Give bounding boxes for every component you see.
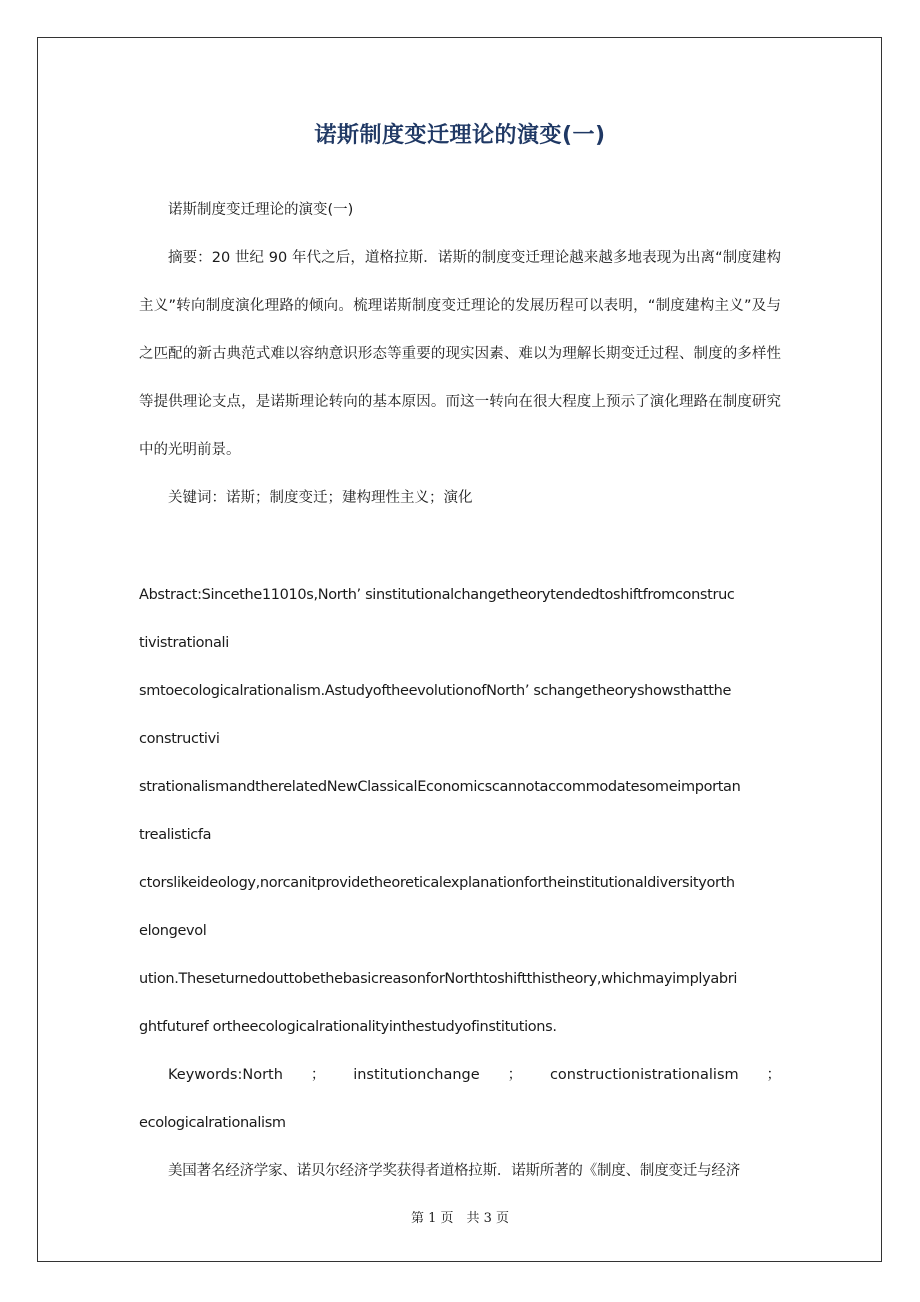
- keyword-en-item: institutionchange: [353, 1067, 480, 1083]
- abstract-en-line: strationalismandtherelatedNewClassicalEconomicscannotaccommodatesomeimportan: [139, 779, 741, 795]
- abstract-en-line: elongevol: [139, 923, 207, 939]
- document-body: [139, 186, 781, 522]
- keywords-cn-paragraph: 关键词：诺斯；制度变迁；建构理性主义；演化: [168, 490, 473, 506]
- abstract-en-line: Abstract:Sincethe11010s,North’ sinstitutionalchangetheorytendedtoshiftfromconstruc: [139, 587, 735, 603]
- keywords-en-line: [139, 1051, 781, 1099]
- keyword-en-label: Keywords:North: [168, 1067, 283, 1083]
- keyword-separator: ；: [310, 1067, 326, 1083]
- keyword-en-item: constructionistrationalism: [549, 1067, 739, 1083]
- keyword-en-item: ecologicalrationalism: [139, 1115, 286, 1131]
- page-footer: 第 1 页 共 3 页: [410, 1211, 510, 1226]
- abstract-en-line: trealisticfa: [139, 827, 212, 843]
- intro-paragraph: 美国著名经济学家、诺贝尔经济学奖获得者道格拉斯．诺斯所著的《制度、制度变迁与经济: [168, 1163, 740, 1179]
- abstract-en-line: ctorslikeideology,norcanitprovidetheoreticalexplanationfortheinstitutionaldiversityorth: [139, 875, 735, 891]
- abstract-en-line: smtoecologicalrationalism.AstudyoftheevolutionofNorth’ schangetheoryshowsthatthe: [139, 683, 732, 699]
- keyword-separator: ；: [507, 1067, 523, 1083]
- document-title: 诺斯制度变迁理论的演变(一): [314, 123, 606, 148]
- abstract-en-line: tivistrationali: [139, 635, 229, 651]
- abstract-en-line: constructivi: [139, 731, 220, 747]
- abstract-en-block: [139, 571, 781, 1195]
- abstract-en-line: ution.TheseturnedouttobethebasicreasonforNorthtoshiftthistheory,whichmayimplyabri: [139, 971, 738, 987]
- abstract-cn-paragraph: 摘要：20 世纪 90 年代之后，道格拉斯．诺斯的制度变迁理论越来越多地表现为出离“制度建构主义”转向制度演化理路的倾向。梳理诺斯制度变迁理论的发展历程可以表明，“制度建构主义”及与之匹配的新古典范式难以容纳意识形态等重要的现实因素、难以为理解长期变迁过程、制度的多样性等提供理论支点，是诺斯理论转向的基本原因。而这一转向在很大程度上预示了演化理路在制度研究中的光明前景。: [139, 250, 781, 458]
- subtitle-paragraph: 诺斯制度变迁理论的演变(一): [168, 202, 354, 218]
- keyword-separator: ；: [766, 1067, 781, 1083]
- abstract-en-line: ghtfuturef ortheecologicalrationalityinthestudyofinstitutions.: [139, 1019, 557, 1035]
